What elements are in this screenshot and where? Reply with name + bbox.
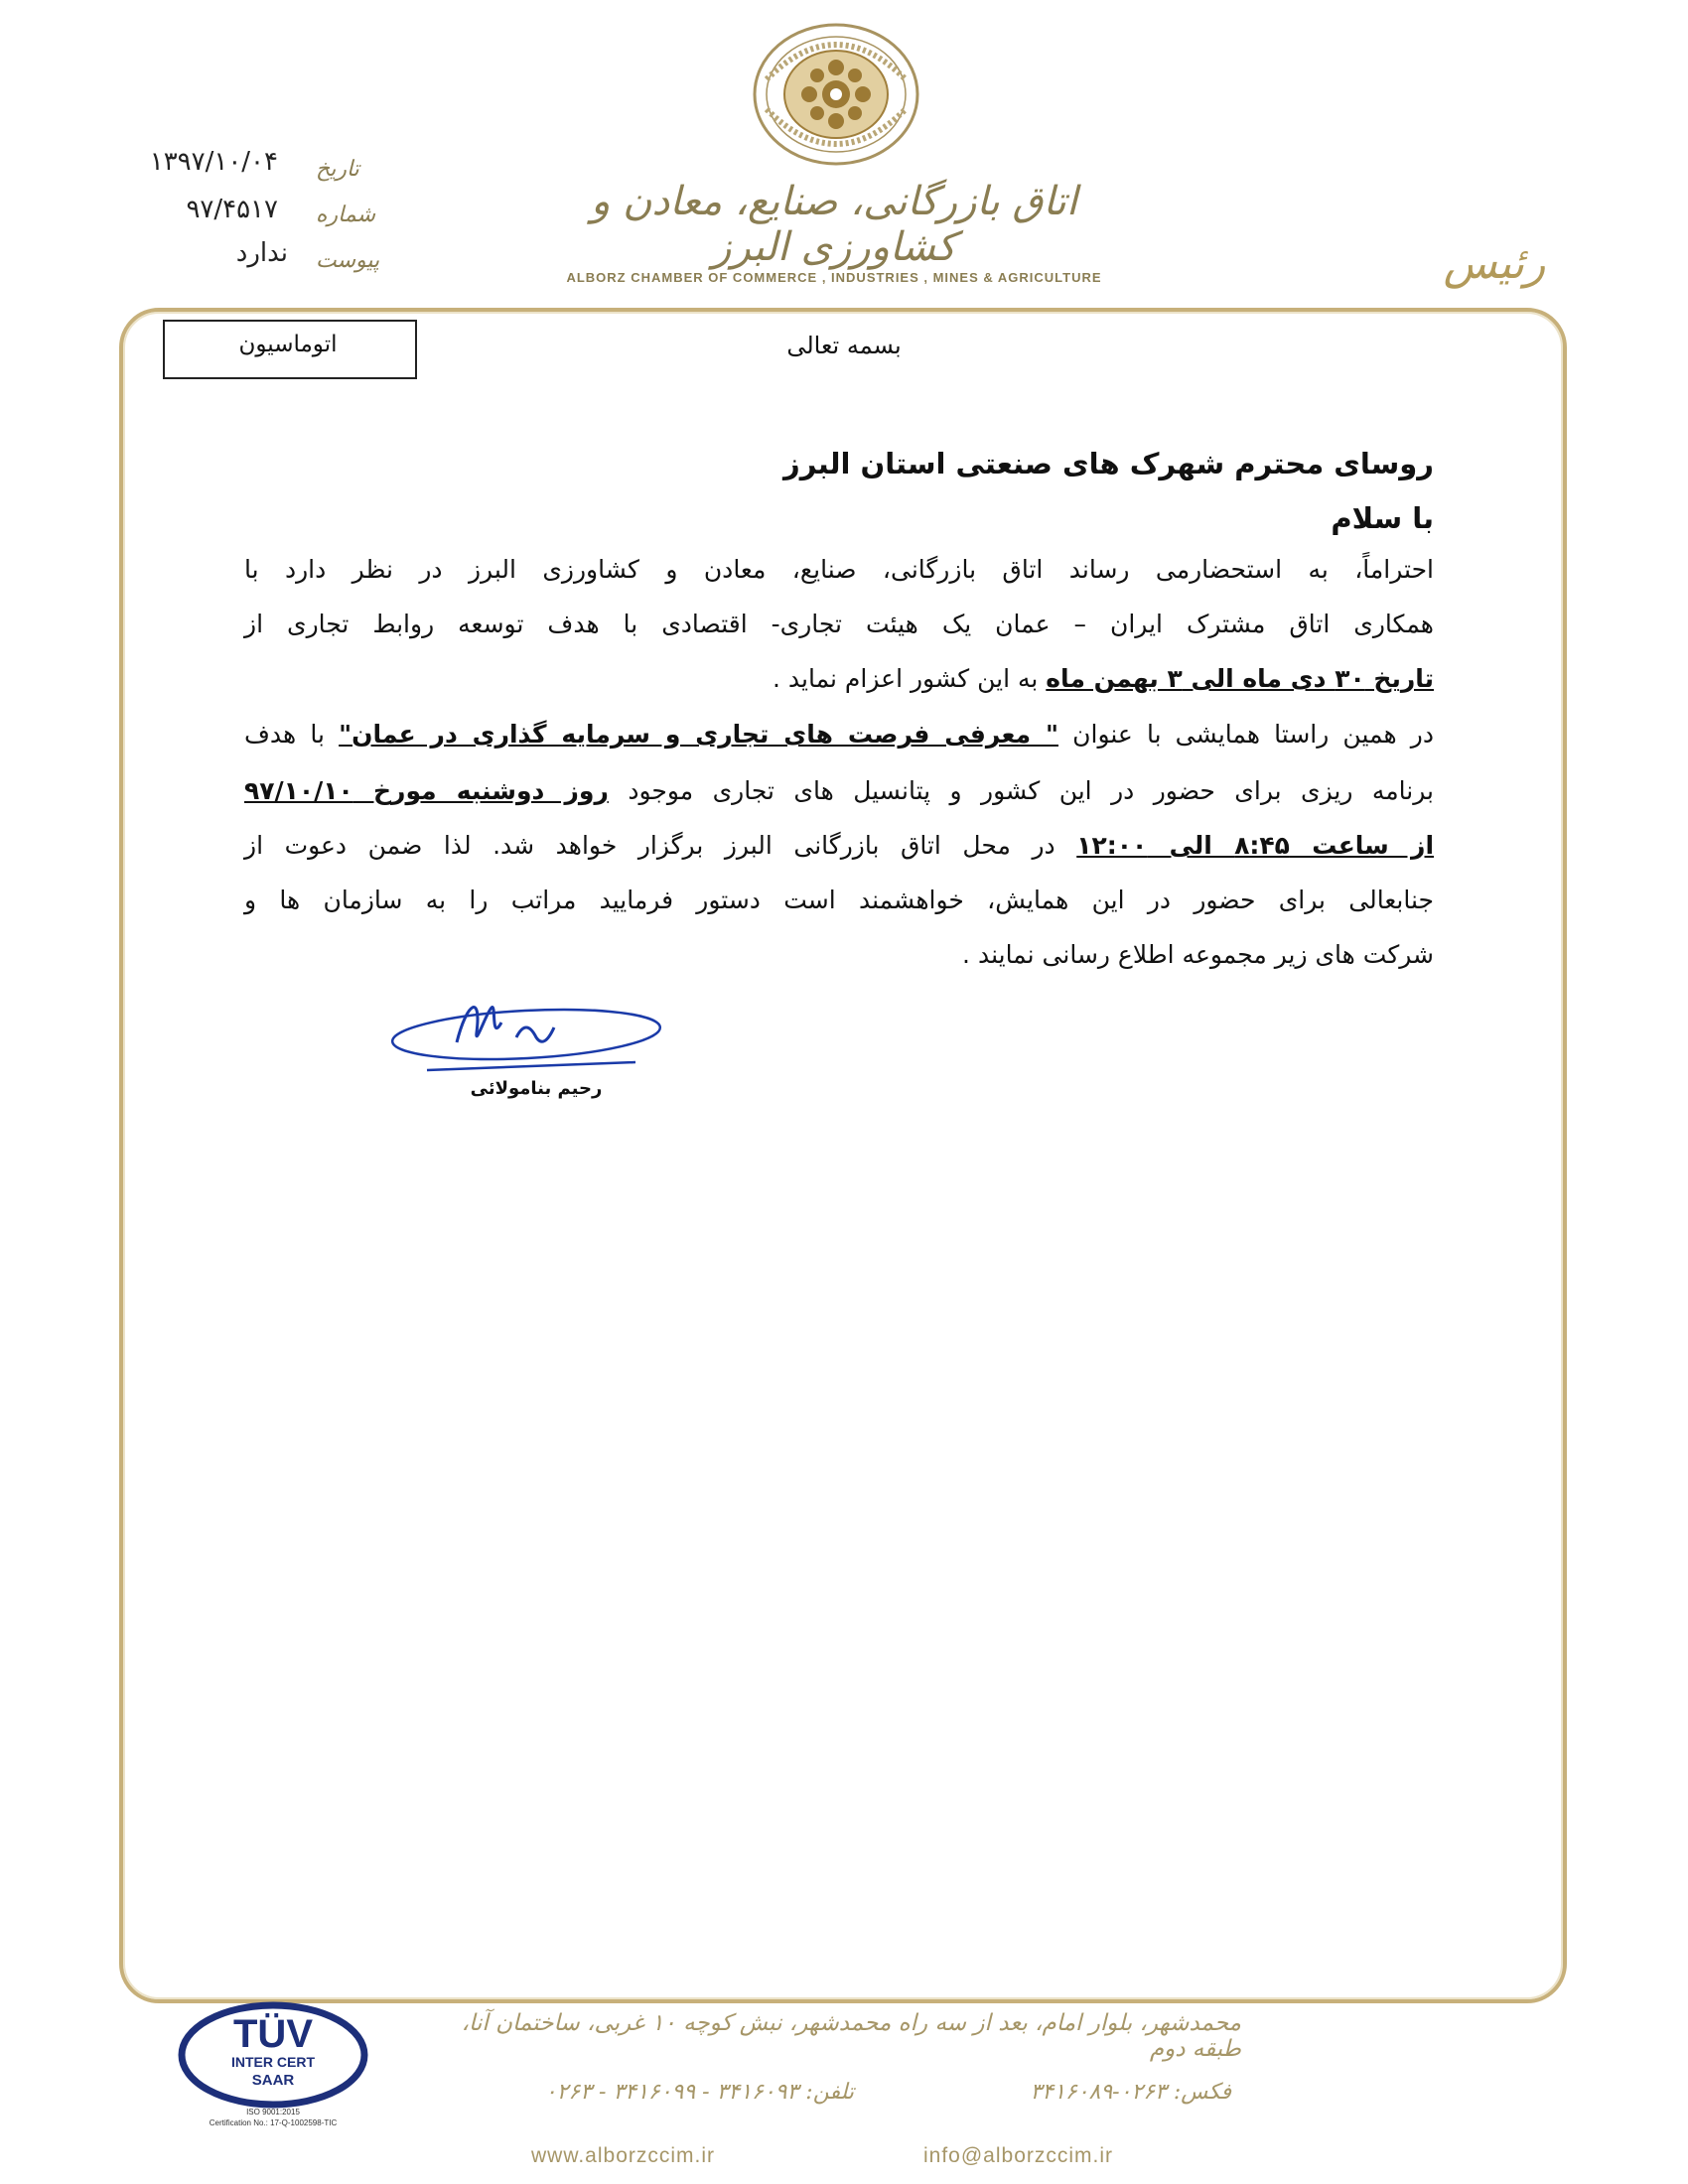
tuv-certification-logo <box>174 1995 372 2115</box>
paragraph2-line4: جنابعالی برای حضور در این همایش، خواهشمند است دستور فرمایید مراتب را به سازمان ها و <box>244 886 1434 914</box>
conference-date: روز دوشنبه مورخ ۹۷/۱۰/۱۰ <box>244 776 609 805</box>
paragraph2-line3 <box>244 829 1434 863</box>
automation-stamp-text: اتوماسیون <box>238 332 338 357</box>
date-label: تاریخ <box>316 157 359 182</box>
attachment-label: پیوست <box>316 248 380 273</box>
bismillah-heading: بسمه تعالی <box>786 332 902 359</box>
tuv-saar-text: SAAR <box>251 2072 295 2089</box>
paragraph2-line1-start: در همین راستا همایشی با عنوان <box>1072 720 1434 749</box>
tuv-logo-text: TÜV <box>233 2012 313 2056</box>
paragraph1-line2: همکاری اتاق مشترک ایران – عمان یک هیئت تجاری- اقتصادی با هدف توسعه روابط تجاری از <box>244 610 1434 638</box>
paragraph1-line3-rest: به این کشور اعزام نماید . <box>772 664 1039 693</box>
tuv-iso-standard: ISO 9001:2015 <box>246 2108 300 2116</box>
paragraph2-line5: شرکت های زیر مجموعه اطلاع رسانی نمایند . <box>962 940 1434 969</box>
tuv-intercert-text: INTER CERT <box>231 2054 315 2070</box>
president-label: رئیس <box>1443 238 1546 289</box>
conference-time: از ساعت ۸:۴۵ الی ۱۲:۰۰ <box>1076 831 1435 860</box>
number-value: ۹۷/۴۵۱۷ <box>186 195 278 224</box>
paragraph1-line1: احتراماً، به استحضارمی رساند اتاق بازرگانی، صنایع، معادن و کشاورزی البرز در نظر دارد با <box>244 555 1434 584</box>
greeting: با سلام <box>1331 501 1434 535</box>
paragraph2-line3-rest: در محل اتاق بازرگانی البرز برگزار خواهد شد. لذا ضمن دعوت از <box>244 831 1055 860</box>
paragraph2-line2 <box>244 774 1434 808</box>
paragraph2-line1 <box>244 718 1434 751</box>
footer-address: محمدشهر، بلوار امام، بعد از سه راه محمدشهر، نبش کوچه ۱۰ غربی، ساختمان آنا، طبقه دوم <box>461 2010 1241 2062</box>
attachment-value: ندارد <box>235 238 288 268</box>
signer-name: رحیم بنامولائی <box>470 1078 603 1099</box>
signature <box>387 993 665 1092</box>
chamber-emblem-logo <box>747 20 925 169</box>
paragraph2-line1-end: با هدف <box>244 720 325 749</box>
tuv-certification-number: Certification No.: 17-Q-1002598-TIC <box>209 2118 338 2127</box>
organization-name-english: ALBORZ CHAMBER OF COMMERCE , INDUSTRIES , MINES & AGRICULTURE <box>566 270 1102 285</box>
paragraph2-line2-start: برنامه ریزی برای حضور در این کشور و پتانسیل های تجاری موجود <box>628 776 1434 805</box>
date-value: ۱۳۹۷/۱۰/۰۴ <box>149 147 278 177</box>
addressee-heading: روسای محترم شهرک های صنعتی استان البرز <box>783 447 1434 480</box>
conference-title: " معرفی فرصت های تجاری و سرمایه گذاری در عمان" <box>339 720 1058 749</box>
number-label: شماره <box>316 203 376 227</box>
footer-email-link[interactable]: info@alborzccim.ir <box>923 2144 1114 2167</box>
organization-name-persian: اتاق بازرگانی، صنایع، معادن و کشاورزی البرز <box>591 179 1077 270</box>
paragraph1-line3 <box>244 662 1434 696</box>
footer-website-link[interactable]: www.alborzccim.ir <box>531 2144 716 2167</box>
footer-phone: تلفن: ۳۴۱۶۰۹۳ - ۳۴۱۶۰۹۹ - ۰۲۶۳ <box>544 2080 854 2105</box>
trip-date-range: تاریخ ۳۰ دی ماه الی ۳ بهمن ماه <box>1046 664 1434 693</box>
footer-fax: فکس: ۰۲۶۳-۳۴۱۶۰۸۹ <box>1030 2080 1231 2105</box>
